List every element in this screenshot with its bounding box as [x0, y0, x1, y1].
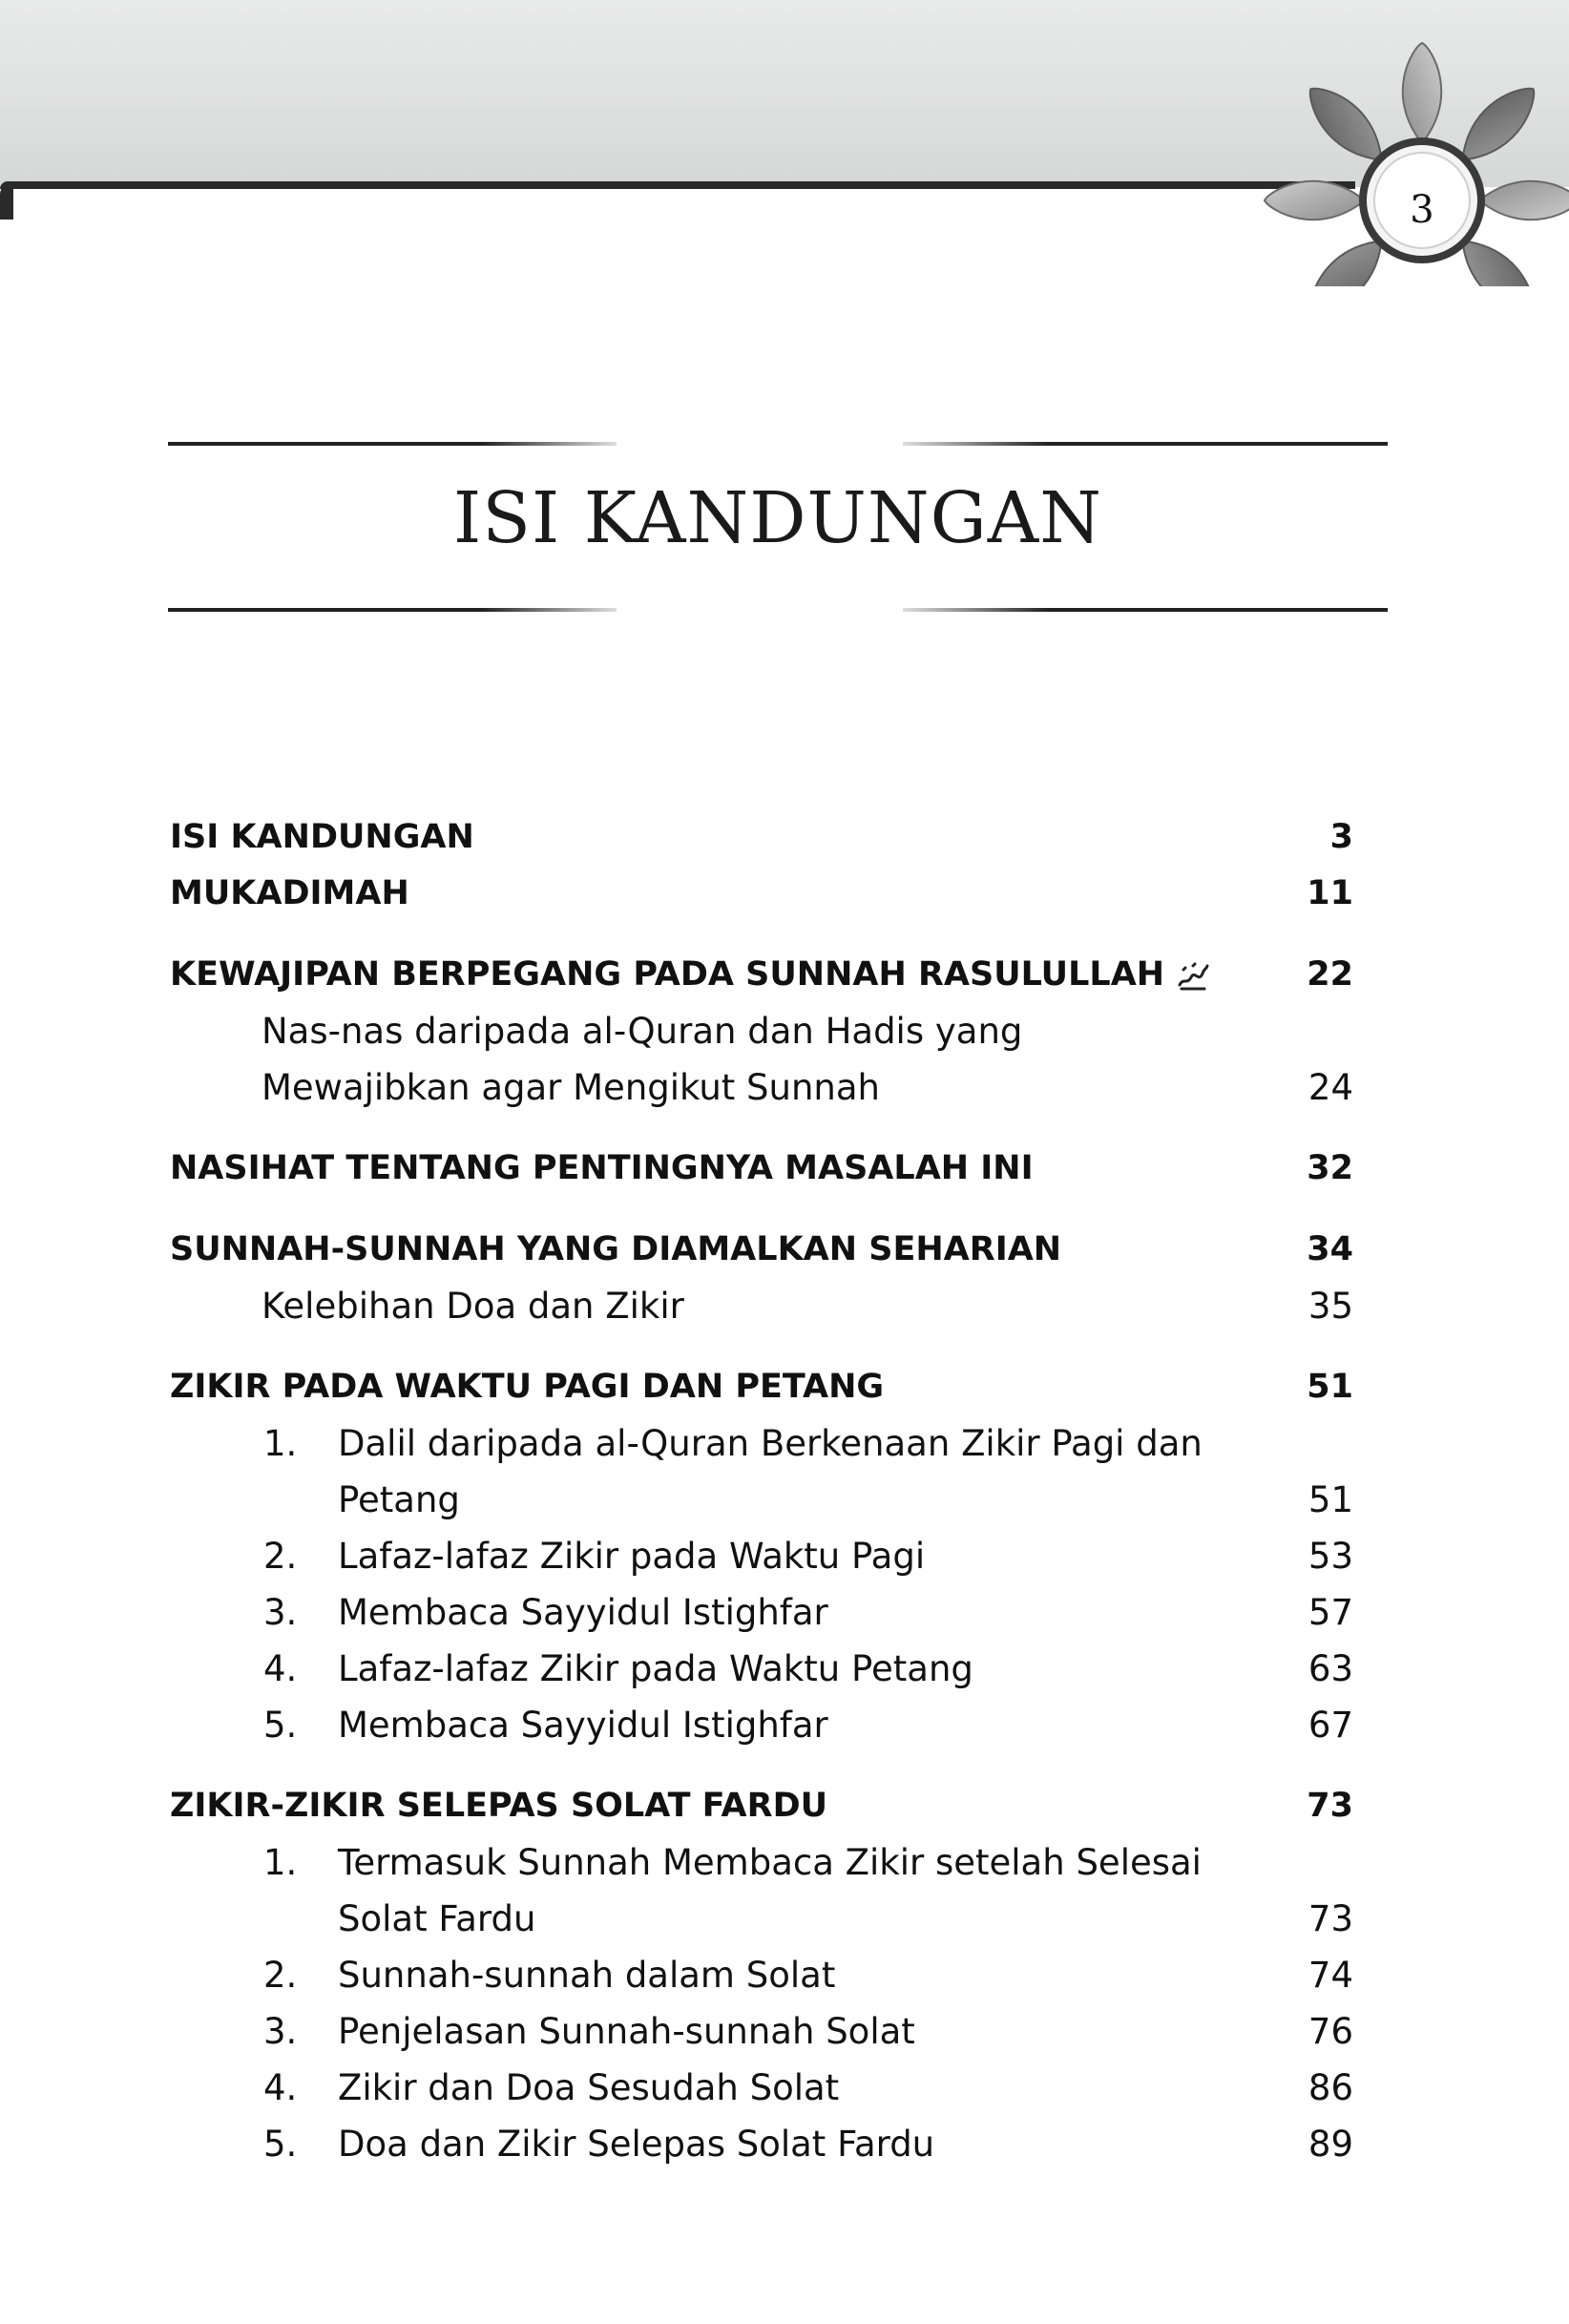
- toc-entry[interactable]: [170, 947, 1353, 1003]
- toc-entry-line: [170, 2003, 1353, 2060]
- toc-entry-line: [170, 1641, 1353, 1697]
- toc-item-number: 5.: [263, 1705, 298, 1746]
- toc-entry-line: [170, 2060, 1353, 2116]
- toc-entry[interactable]: [170, 1528, 1353, 1584]
- toc-entry-line: [170, 1834, 1353, 1891]
- toc-entry-text: Dalil daripada al-Quran Berkenaan Zikir Pagi dan: [338, 1423, 1203, 1464]
- toc-item-number: 1.: [263, 1423, 298, 1464]
- toc-page-number: 51: [1308, 1479, 1353, 1520]
- toc-entry-line: [170, 1003, 1353, 1059]
- toc-page-number: 51: [1307, 1368, 1353, 1406]
- toc-entry[interactable]: [170, 1222, 1353, 1278]
- toc-page-number: 24: [1308, 1067, 1353, 1108]
- toc-entry[interactable]: [170, 866, 1353, 922]
- toc-heading-line: [170, 1359, 1353, 1415]
- toc-heading-text: ISI KANDUNGAN: [170, 818, 474, 856]
- toc-heading-line: [170, 866, 1353, 922]
- toc-item-number: 3.: [263, 2011, 298, 2052]
- toc-page-number: 67: [1308, 1705, 1353, 1746]
- salawat-icon: [1174, 956, 1212, 995]
- toc-entry-text: Lafaz-lafaz Zikir pada Waktu Petang: [338, 1648, 973, 1689]
- toc-entry[interactable]: [170, 1278, 1353, 1334]
- toc-page-number: 63: [1308, 1648, 1353, 1689]
- toc-entry-text: Petang: [338, 1479, 460, 1520]
- toc-entry-text: Kelebihan Doa dan Zikir: [262, 1286, 684, 1327]
- toc-item-number: 5.: [263, 2124, 298, 2165]
- toc-entry-text: Sunnah-sunnah dalam Solat: [338, 1955, 836, 1996]
- toc-heading-line: [170, 1141, 1353, 1197]
- title-rule-top-right: [903, 442, 1388, 446]
- header-rule-corner: [0, 181, 13, 220]
- toc-entry-line: [170, 1891, 1353, 1947]
- toc-page-number: 57: [1308, 1592, 1353, 1633]
- toc-heading-text: ZIKIR PADA WAKTU PAGI DAN PETANG: [170, 1368, 885, 1406]
- toc-entry[interactable]: [170, 1359, 1353, 1415]
- toc-page-number: 3: [1329, 818, 1353, 856]
- toc-entry[interactable]: [170, 1141, 1353, 1197]
- toc-entry[interactable]: [170, 1697, 1353, 1753]
- toc-entry-text: Zikir dan Doa Sesudah Solat: [338, 2067, 840, 2108]
- toc-entry-line: [170, 1278, 1353, 1334]
- toc-entry[interactable]: [170, 1641, 1353, 1697]
- toc-heading-line: [170, 1778, 1353, 1834]
- toc-entry-line: [170, 1528, 1353, 1584]
- toc-item-number: 2.: [263, 1955, 298, 1996]
- toc-heading-text: NASIHAT TENTANG PENTINGNYA MASALAH INI: [170, 1149, 1034, 1187]
- toc-entry-text: Membaca Sayyidul Istighfar: [338, 1592, 828, 1633]
- toc-page-number: 53: [1308, 1536, 1353, 1577]
- toc-item-number: 1.: [263, 1842, 298, 1883]
- toc-page-number: 11: [1307, 874, 1353, 912]
- toc-entry-text: Lafaz-lafaz Zikir pada Waktu Pagi: [338, 1536, 926, 1577]
- toc-entry-line: [170, 1947, 1353, 2003]
- title-rule-bottom-left: [168, 608, 617, 612]
- toc-heading-text: KEWAJIPAN BERPEGANG PADA SUNNAH RASULULLAH: [170, 947, 1212, 1003]
- toc-page-number: 32: [1307, 1149, 1353, 1187]
- toc-entry[interactable]: [170, 1003, 1353, 1116]
- toc-entry[interactable]: [170, 1834, 1353, 1947]
- toc-heading-text: MUKADIMAH: [170, 874, 409, 912]
- toc-page-number: 74: [1308, 1955, 1353, 1996]
- toc-page-number: 35: [1308, 1286, 1353, 1327]
- toc-heading-line: [170, 1222, 1353, 1278]
- toc-entry[interactable]: [170, 1415, 1353, 1528]
- toc-entry-line: [170, 1059, 1353, 1116]
- toc-page-number: 86: [1308, 2067, 1353, 2108]
- toc-entry-text: Nas-nas daripada al-Quran dan Hadis yang: [262, 1011, 1023, 1052]
- toc-entry-text: Penjelasan Sunnah-sunnah Solat: [338, 2011, 915, 2052]
- toc-entry-line: [170, 1415, 1353, 1472]
- toc-page-number: 73: [1308, 1898, 1353, 1939]
- toc-entry-text: Termasuk Sunnah Membaca Zikir setelah Selesai: [338, 1842, 1202, 1883]
- toc-entry-text: Mewajibkan agar Mengikut Sunnah: [262, 1067, 881, 1108]
- toc-entry[interactable]: [170, 1778, 1353, 1834]
- toc-heading-line: [170, 947, 1353, 1003]
- title-rule-top-left: [168, 442, 617, 446]
- toc-item-number: 4.: [263, 2067, 298, 2108]
- toc-entry-text: Solat Fardu: [338, 1898, 536, 1939]
- toc-page-number: 89: [1308, 2124, 1353, 2165]
- title-rule-bottom-right: [903, 608, 1388, 612]
- table-of-contents: [170, 809, 1353, 2172]
- page-title: ISI KANDUNGAN: [453, 477, 1102, 559]
- toc-heading-text: SUNNAH-SUNNAH YANG DIAMALKAN SEHARIAN: [170, 1230, 1062, 1268]
- toc-entry-line: [170, 2116, 1353, 2172]
- toc-entry-text: Doa dan Zikir Selepas Solat Fardu: [338, 2124, 935, 2165]
- toc-page-number: 76: [1308, 2011, 1353, 2052]
- toc-entry[interactable]: [170, 2003, 1353, 2060]
- toc-item-number: 4.: [263, 1648, 298, 1689]
- toc-entry[interactable]: [170, 1584, 1353, 1641]
- page-number: 3: [1410, 188, 1434, 232]
- toc-heading-text: ZIKIR-ZIKIR SELEPAS SOLAT FARDU: [170, 1787, 828, 1825]
- header-rule: [0, 181, 1355, 189]
- toc-item-number: 3.: [263, 1592, 298, 1633]
- toc-entry[interactable]: [170, 2060, 1353, 2116]
- toc-entry-text: Membaca Sayyidul Istighfar: [338, 1705, 828, 1746]
- toc-page-number: 73: [1307, 1787, 1353, 1825]
- toc-entry[interactable]: [170, 1947, 1353, 2003]
- toc-entry-line: [170, 1697, 1353, 1753]
- toc-heading-line: [170, 809, 1353, 866]
- toc-item-number: 2.: [263, 1536, 298, 1577]
- toc-page-number: 22: [1307, 955, 1353, 994]
- toc-entry-line: [170, 1472, 1353, 1528]
- toc-entry-line: [170, 1584, 1353, 1641]
- toc-entry[interactable]: [170, 809, 1353, 866]
- toc-page-number: 34: [1307, 1230, 1353, 1268]
- toc-entry[interactable]: [170, 2116, 1353, 2172]
